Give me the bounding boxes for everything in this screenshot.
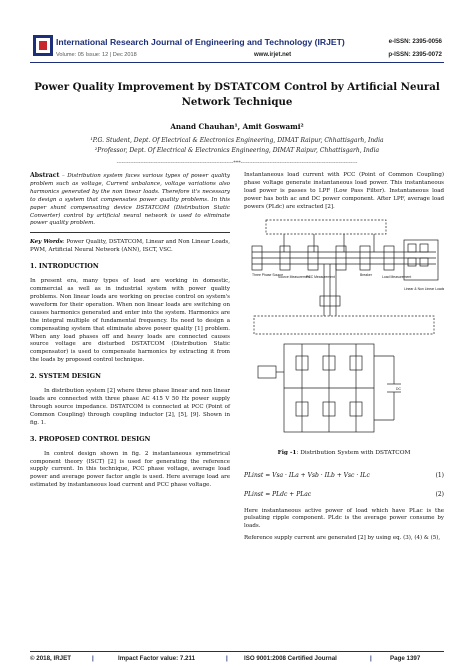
control-design-text: In control design shown in fig. 2 instantaneous symmetrical component theory (ISCT) [2] is used for generating the reference supply current. In this technique, PCC phase voltage, average load power and average power factor angle is used. Here average load are estimated by instantaneous load current and PCC phase voltage.: [30, 450, 230, 489]
equation-1: [244, 470, 444, 484]
figure-caption-text: : Distribution System with DSTATCOM: [296, 449, 411, 456]
equation-2-number: (2): [435, 490, 444, 498]
equation-2: [244, 489, 444, 503]
footer-impact-factor: Impact Factor value: 7.211: [118, 655, 196, 662]
label-source-measurement: Source Measurement: [278, 274, 311, 279]
right-column: [244, 172, 444, 547]
title-line-1: Power Quality Improvement by DSTATCOM Control by Artificial Neural: [34, 81, 440, 93]
label-loads: Linear & Non Linear Loads: [404, 286, 444, 291]
keywords-label: Key Words: [30, 239, 63, 246]
reference-current-text: Reference supply current are generated [2] by using eq. (3), (4) & (5),: [244, 535, 441, 542]
abstract-text: – Distribution system faces various types of power quality problem such as voltage, Current unbalance, voltage variations also harmonics generated by the non linear loads. Therefore it's necessary to design a system that compensates power quality problems. In this paper shunt compensating device DSTATCOM (Distribution Static Converter) control by artificial neural network is used to eliminate power quality problem.: [30, 173, 230, 227]
section-separator: ---------------------------------------------------------------------***---------------------------------------------------------------------: [116, 160, 358, 166]
figure-caption: [244, 450, 444, 456]
label-breaker: Breaker: [360, 272, 372, 277]
equation-explanation: Here instantaneous active power of load which have PLac is the pulsating ripple component. PLdc is the average power consume by loads.: [244, 507, 444, 530]
affiliation-1: ¹P.G. Student, Dept. Of Electrical & Electronics Engineering, DIMAT Raipur, Chhattisgarh, India: [90, 137, 384, 144]
left-column: [30, 172, 230, 494]
paper-title: [30, 80, 444, 110]
p-issn: p-ISSN: 2395-0072: [388, 51, 442, 58]
label-dc: DC: [396, 386, 401, 391]
equation-1-expression: PLinst = Vsa · ILa + Vsb · ILb + Vsc · ILc: [244, 471, 370, 479]
journal-name: International Research Journal of Engineering and Technology (IRJET): [56, 37, 345, 47]
footer-iso: ISO 9001:2008 Certified Journal: [244, 655, 337, 662]
abstract-rule: [30, 232, 230, 233]
heading-control-design: 3. PROPOSED CONTROL DESIGN: [30, 434, 151, 443]
footer-separator-2: |: [226, 655, 228, 662]
heading-system-design: 2. SYSTEM DESIGN: [30, 372, 101, 381]
footer-page-number: Page 1397: [390, 655, 421, 662]
introduction-text: In present era, many types of load are working in domestic, commercial as well as in industrial system with power quality problems. Non linear loads are working on precise control on system's waveform for their operation. When non linear loads are switching on causes harmonics generated and enter into the system. Harmonics are the integral multiple of fundamental frequency. Its need to design a compensating system that eliminate above power quality [1] problem. When any load phases off and heavy loads are connected causes source voltage are disturbed DSTATCOM (Distribution Static compensator) is used to compensate harmonics by extracting it from the loads by proposed control technique.: [30, 278, 230, 364]
irjet-logo: [33, 35, 53, 56]
e-issn: e-ISSN: 2395-0056: [388, 38, 442, 45]
footer-separator-3: |: [370, 655, 372, 662]
journal-volume: Volume: 05 Issue: 12 | Dec 2018: [56, 52, 137, 58]
system-design-text: In distribution system [2] where three phase linear and non linear loads are connected with three phase AC 415 V 50 Hz power supply through source impedance. DSTATCOM is connected at PCC (Point of Common Coupling) through coupling inductor [2], [5], [9]. Shown in fig. 1.: [30, 388, 230, 426]
title-line-2: Network Technique: [181, 96, 293, 108]
label-pcc-measurement: PCC Measurement: [306, 274, 335, 279]
footer-divider: [30, 651, 444, 652]
keywords: [30, 239, 230, 255]
equation-1-number: (1): [435, 471, 444, 479]
keywords-text: : Power Quality, DSTATCOM, Linear and Non Linear Loads, PWM, Artificial Neural Network (ANN), ISCT, VSC.: [30, 239, 230, 254]
journal-website[interactable]: www.irjet.net: [254, 52, 292, 58]
label-load-measurement: Load Measurement: [382, 274, 412, 279]
header-divider: [30, 62, 444, 63]
heading-introduction: 1. INTRODUCTION: [30, 262, 99, 271]
authors: Anand Chauhan¹, Amit Goswami²: [170, 122, 304, 131]
right-intro-text: Instantaneous load current with PCC (Point of Common Coupling) phase voltage generate instantaneous load power. This instantaneous load power is passes to LPF (Low Pass Filter). Instantaneous load power has both ac and DC power component. After LPF, average load powers (PLdc) are extracted [2].: [244, 172, 444, 210]
label-source: Three Phase Source: [252, 272, 284, 277]
abstract-label: Abstract: [30, 172, 60, 179]
figure-label: Fig -1: [277, 449, 297, 456]
abstract: [30, 172, 230, 228]
footer-separator-1: |: [92, 655, 94, 662]
journal-header: [0, 0, 474, 68]
footer-copyright: © 2018, IRJET: [30, 655, 72, 662]
figure-distribution-system: [244, 216, 444, 446]
circuit-diagram: [244, 216, 444, 446]
equation-2-expression: PLinst = PLdc + PLac: [244, 490, 312, 498]
affiliation-2: ²Professor, Dept. Of Electrical & Electronics Engineering, DIMAT Raipur, Chhattisgarh, India: [94, 147, 380, 154]
